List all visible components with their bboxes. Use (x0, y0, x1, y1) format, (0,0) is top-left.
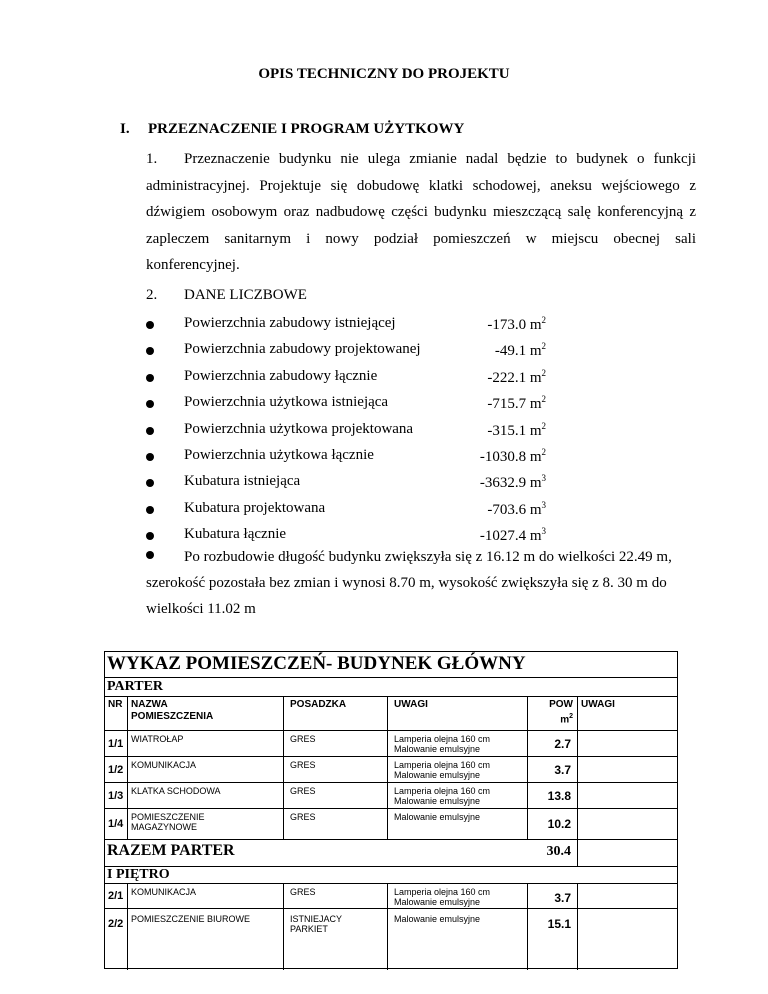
row-nr: 1/1 (108, 738, 124, 750)
figure-label: Powierzchnia zabudowy łącznie (184, 367, 378, 384)
row-pow: 2.7 (554, 737, 571, 751)
row-name: KLATKA SCHODOWA (131, 786, 221, 796)
bullet-icon (146, 453, 154, 461)
item1-number: 1. (146, 151, 158, 167)
figure-label: Kubatura istniejąca (184, 473, 301, 490)
row-nr: 1/4 (108, 818, 124, 830)
item1-line: konferencyjnej. (146, 257, 240, 273)
row-name: KOMUNIKACJA (131, 887, 197, 897)
bullet-icon (146, 506, 154, 514)
item1-paragraph (146, 146, 696, 279)
row-pow: 15.1 (547, 917, 571, 931)
dimensions-line: szerokość pozostała bez zmian i wynosi 8.70 m, wysokość zwiększyła się z 8. 30 m do (146, 575, 667, 591)
figure-value: -715.7 $m^2$ (487, 394, 546, 413)
figure-row (146, 394, 706, 420)
figure-value: -49.1 $m^2$ (494, 341, 546, 360)
table-title: WYKAZ POMIESZCZEŃ- BUDYNEK GŁÓWNY (107, 653, 526, 674)
row-floor: GRES (290, 887, 316, 897)
figure-value: -173.0 $m^2$ (487, 315, 546, 333)
item1-line: dźwigiem osobowym oraz nadbudowę części budynku mieszczącą salę konferencyjną z (146, 204, 696, 220)
item2-number: 2. (146, 287, 158, 303)
item1-line: administracyjnej. Projektuje się dobudowę klatki schodowej, aneksu wejściowego z (146, 177, 696, 194)
section-heading (120, 121, 464, 138)
row-notes: Malowanie emulsyjne (394, 914, 481, 924)
figure-label: Powierzchnia użytkowa istniejąca (184, 394, 389, 411)
dimensions-paragraph (146, 544, 706, 622)
item2-title: DANE LICZBOWE (184, 287, 307, 303)
row-name: POMIESZCZENIE BIUROWE (131, 914, 251, 924)
row-floor: GRES (290, 760, 316, 770)
section-title: PRZEZNACZENIE I PROGRAM UŻYTKOWY (148, 121, 465, 137)
bullet-icon (146, 347, 154, 355)
row-notes: Lamperia olejna 160 cm Malowanie emulsyjne (394, 786, 491, 806)
row-notes: Malowanie emulsyjne (394, 812, 481, 822)
row-pow: 10.2 (547, 817, 571, 831)
figure-row (146, 368, 706, 394)
row-floor: ISTNIEJACY PARKIET (290, 914, 343, 934)
bullet-icon (146, 551, 154, 559)
figure-row (146, 315, 706, 341)
row-notes: Lamperia olejna 160 cm Malowanie emulsyjne (394, 760, 491, 780)
header-name: NAZWA POMIESZCZENIA (131, 699, 214, 722)
figure-value: -222.1 $m^2$ (487, 367, 546, 386)
group-heading-pietro: I PIĘTRO (107, 867, 170, 882)
row-floor: GRES (290, 734, 316, 744)
dimensions-line: Po rozbudowie długość budynku zwiększyła się z 16.12 m do wielkości 22.49 m, (184, 549, 672, 565)
item1-line: Przeznaczenie budynku nie ulega zmianie nadal będzie to budynek o funkcji (184, 151, 696, 167)
row-floor: GRES (290, 786, 316, 796)
group-heading-parter: PARTER (107, 679, 164, 694)
figure-label: Powierzchnia użytkowa projektowana (184, 420, 414, 437)
figure-row (146, 447, 706, 473)
figure-value: -1027.4 $m^3$ (479, 526, 546, 545)
row-pow: 3.7 (554, 891, 571, 905)
header-notes: UWAGI (394, 699, 428, 710)
bullet-icon (146, 532, 154, 540)
row-nr: 2/1 (108, 890, 124, 902)
row-nr: 1/3 (108, 790, 124, 802)
row-pow: 13.8 (547, 789, 571, 803)
row-pow: 3.7 (554, 763, 571, 777)
header-notes-2: UWAGI (581, 699, 615, 710)
row-notes: Lamperia olejna 160 cm Malowanie emulsyjne (394, 887, 491, 907)
section-number: I. (120, 121, 130, 137)
bullet-icon (146, 427, 154, 435)
item2-heading (146, 287, 307, 304)
figure-label: Powierzchnia użytkowa łącznie (184, 446, 374, 463)
total-parter-value: 30.4 (546, 844, 571, 859)
bullet-icon (146, 374, 154, 382)
header-nr: NR (108, 699, 123, 710)
row-floor: GRES (290, 812, 316, 822)
figure-value: -315.1 $m^2$ (487, 420, 546, 439)
header-pow: POW $m^2$ (549, 699, 573, 726)
figure-label: Powierzchnia zabudowy projektowanej (184, 341, 421, 358)
figure-label: Kubatura projektowana (184, 499, 326, 516)
row-name: WIATROŁAP (131, 734, 184, 744)
figure-row (146, 473, 706, 499)
figure-value: -703.6 $m^3$ (487, 499, 546, 518)
figures-list (146, 315, 706, 553)
figure-label: Kubatura łącznie (184, 526, 287, 543)
figure-label: Powierzchnia zabudowy istniejącej (184, 315, 396, 331)
bullet-icon (146, 400, 154, 408)
total-parter-label: RAZEM PARTER (107, 842, 235, 859)
row-nr: 2/2 (108, 918, 124, 930)
header-floor: POSADZKA (290, 699, 347, 710)
bullet-icon (146, 321, 154, 329)
rooms-table (104, 651, 678, 969)
row-nr: 1/2 (108, 764, 124, 776)
figure-row (146, 421, 706, 447)
item1-line: zapleczem sanitarnym i nowy podział pomieszczeń w miejscu obecnej sali (146, 230, 696, 247)
bullet-icon (146, 479, 154, 487)
figure-value: -3632.9 $m^3$ (479, 473, 546, 492)
document-title: OPIS TECHNICZNY DO PROJEKTU (258, 66, 510, 82)
dimensions-line: wielkości 11.02 m (146, 601, 256, 617)
row-name: KOMUNIKACJA (131, 760, 197, 770)
figure-value: -1030.8 $m^2$ (479, 446, 546, 465)
row-name: POMIESZCZENIE MAGAZYNOWE (131, 812, 205, 832)
figure-row (146, 341, 706, 367)
row-notes: Lamperia olejna 160 cm Malowanie emulsyjne (394, 734, 491, 754)
figure-row (146, 500, 706, 526)
